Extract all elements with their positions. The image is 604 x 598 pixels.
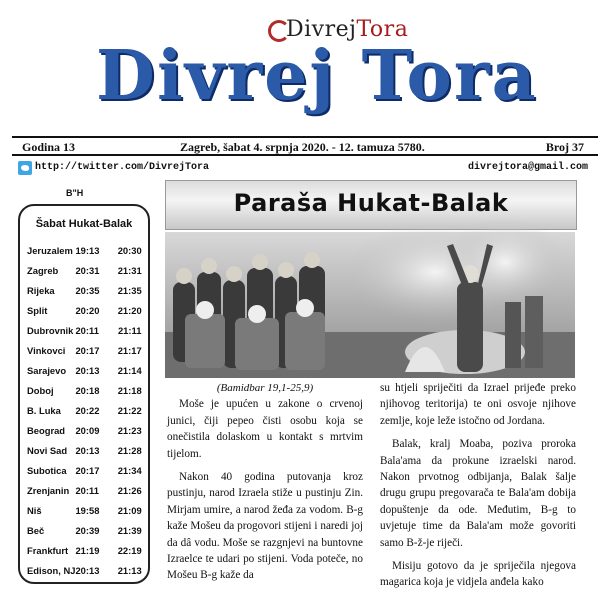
article-column-1	[167, 380, 363, 591]
times-row	[27, 560, 149, 580]
candle-time: 19:58	[75, 504, 100, 516]
times-row	[27, 480, 149, 500]
city-name: Beograd	[27, 424, 66, 436]
times-row	[27, 440, 149, 460]
havdala-time: 21:28	[117, 444, 142, 456]
candle-time: 20:17	[75, 464, 100, 476]
illustration-image	[165, 232, 575, 378]
times-row	[27, 380, 149, 400]
candle-time: 20:20	[75, 304, 100, 316]
times-row	[27, 320, 149, 340]
havdala-time: 21:39	[117, 524, 142, 536]
candle-time: 19:13	[75, 244, 100, 256]
city-name: Novi Sad	[27, 444, 68, 456]
shabbat-times-box	[18, 204, 150, 584]
havdala-time: 21:35	[117, 284, 142, 296]
city-name: Split	[27, 304, 48, 316]
city-name: Beč	[27, 524, 45, 536]
times-row	[27, 360, 149, 380]
candle-time: 20:17	[75, 344, 100, 356]
candle-time: 20:11	[75, 484, 99, 496]
candle-time: 20:11	[75, 324, 99, 336]
city-name: Vinkovci	[27, 344, 66, 356]
masthead-title: Divrej Tora	[96, 36, 538, 116]
article-paragraph: su htjeli spriječiti da Izrael prijeđe preko njihovog teritorija) te oni osvoje njihove zemlje, koje leže istočno od Jordana.	[380, 382, 576, 427]
city-name: Sarajevo	[27, 364, 67, 376]
article-paragraph: Moše je upućen u zakone o crvenoj junici, čiji pepeo čisti osobu koja se onečistila dolaskom u kontakt s mrtvim tijelom.	[167, 398, 363, 460]
times-row	[27, 500, 149, 520]
times-row	[27, 240, 149, 260]
candle-time: 20:13	[75, 444, 100, 456]
candle-time: 20:18	[75, 384, 100, 396]
times-row	[27, 300, 149, 320]
shabbat-times-title: Šabat Hukat-Balak	[35, 218, 133, 230]
article-paragraph: Nakon 40 godina putovanja kroz pustinju, narod Izraela stiže u pustinju Zin. Mirjam umire, a narod žeđa za vodom. B-g kaže Mošeu da progovori stijeni i naredi joj da dâ vodu. Moše se razgnjevi na buntovne Izraelce te udari po stijeni. Voda poteče, no Mošeu B-g kaže da	[167, 471, 363, 582]
city-name: Subotica	[27, 464, 67, 476]
city-name: Rijeka	[27, 284, 55, 296]
havdala-time: 20:30	[117, 244, 142, 256]
article-paragraph: Misiju gotovo da je spriječila njegova magarica koja je vidjela anđela kako	[380, 560, 576, 589]
times-row	[27, 420, 149, 440]
havdala-time: 22:19	[117, 544, 142, 556]
city-name: Zagreb	[27, 264, 59, 276]
times-row	[27, 340, 149, 360]
times-row	[27, 280, 149, 300]
candle-time: 20:35	[75, 284, 100, 296]
candle-time: 20:39	[75, 524, 100, 536]
candle-time: 20:31	[75, 264, 100, 276]
small-logo-accent: Tora	[356, 17, 409, 42]
havdala-time: 21:22	[117, 404, 142, 416]
bh-mark: B"H	[66, 188, 84, 198]
parasha-illustration	[165, 232, 575, 378]
city-name: Zrenjanin	[27, 484, 70, 496]
info-bar	[12, 136, 598, 156]
havdala-time: 21:17	[117, 344, 142, 356]
candle-time: 20:13	[75, 564, 100, 576]
havdala-time: 21:14	[117, 364, 142, 376]
times-row	[27, 400, 149, 420]
havdala-time: 21:31	[117, 264, 142, 276]
article-caption: (Bamidbar 19,1-25,9)	[216, 382, 314, 394]
candle-time: 20:13	[75, 364, 100, 376]
havdala-time: 21:09	[117, 504, 142, 516]
issue-number: Broj 37	[545, 140, 584, 154]
twitter-url[interactable]: http://twitter.com/DivrejTora	[35, 162, 210, 173]
article-paragraph: Balak, kralj Moaba, poziva proroka Bala'ama da prokune izraelski narod. Nakon prvotnog odbijanja, Balak šalje drugu grupu pregovarača te Bala'am dobija dopuštenje da ode. Međutim, B-g to uvjetuje time da Bala'am može govoriti samo B-ž-je riječi.	[380, 438, 576, 549]
city-name: Edison, NJ	[27, 564, 76, 576]
times-row	[27, 460, 149, 480]
parasha-title: Paraša Hukat-Balak	[233, 189, 509, 217]
city-name: Dubrovnik	[27, 324, 74, 336]
city-name: B. Luka	[27, 404, 61, 416]
city-name: Niš	[27, 504, 42, 516]
issue-year: Godina 13	[22, 140, 76, 154]
havdala-time: 21:13	[117, 564, 142, 576]
times-row	[27, 520, 149, 540]
twitter-icon	[18, 161, 32, 175]
shabbat-times-table	[27, 240, 149, 580]
havdala-time: 21:18	[117, 384, 142, 396]
candle-time: 20:22	[75, 404, 100, 416]
email-link[interactable]: divrejtora@gmail.com	[467, 162, 588, 173]
city-name: Frankfurt	[27, 544, 69, 556]
havdala-time: 21:23	[117, 424, 142, 436]
city-name: Doboj	[27, 384, 54, 396]
havdala-time: 21:26	[117, 484, 142, 496]
candle-time: 20:09	[75, 424, 100, 436]
havdala-time: 21:11	[117, 324, 142, 336]
times-row	[27, 540, 149, 560]
issue-date: Zagreb, šabat 4. srpnja 2020. - 12. tamuza 5780.	[180, 140, 425, 154]
small-logo-main: Divrej	[286, 17, 357, 42]
city-name: Jeruzalem	[27, 244, 73, 256]
havdala-time: 21:20	[117, 304, 142, 316]
times-row	[27, 260, 149, 280]
candle-time: 21:19	[75, 544, 100, 556]
article-column-2	[380, 380, 576, 598]
havdala-time: 21:34	[117, 464, 142, 476]
